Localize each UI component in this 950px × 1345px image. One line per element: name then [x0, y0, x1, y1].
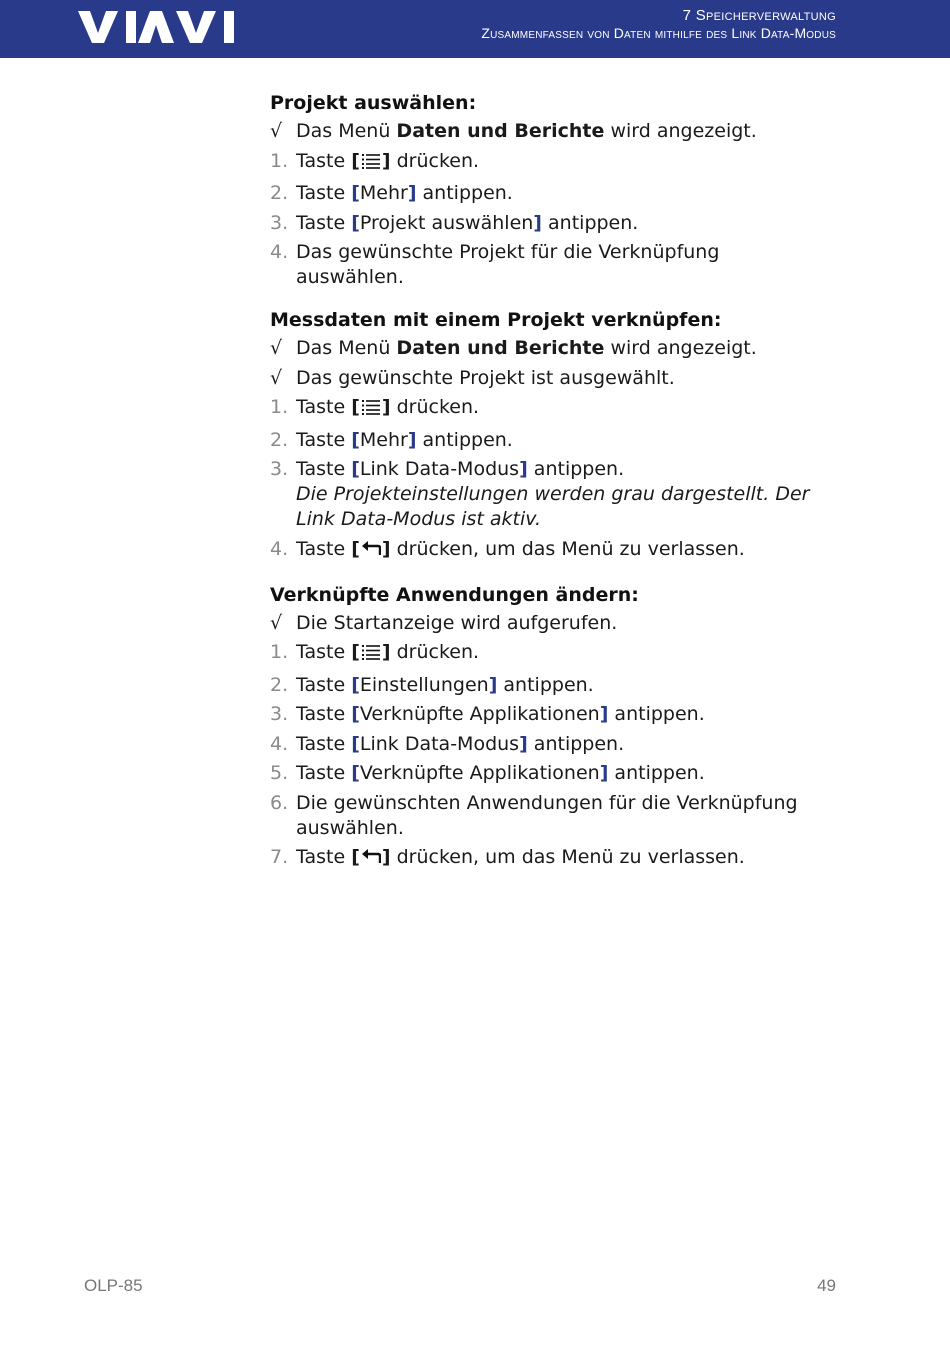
list-item: 3. Taste [Link Data-Modus] antippen. Die Projekteinstellungen werden grau dargestellt. Der Link Data-Modus ist aktiv. [270, 457, 830, 532]
back-arrow-icon [361, 848, 381, 873]
section-heading: Projekt auswählen: [270, 92, 477, 114]
list-item: 1. Taste [ ] drücken. [270, 395, 830, 423]
step-number: 4. [270, 537, 289, 560]
section-title: Zusammenfassen von Daten mithilfe des Link Data-Modus [481, 25, 836, 41]
list-item: 7. Taste [ ] drücken, um das Menü zu verlassen. [270, 845, 830, 873]
step-number: 4. [270, 732, 289, 755]
list-item: √ Das Menü Daten und Berichte wird angezeigt. [270, 120, 757, 142]
step-list [270, 336, 830, 565]
section-anwendungen-aendern [270, 581, 830, 874]
list-item: 1. Taste [ ] drücken. [270, 149, 830, 177]
softkey-label: Mehr [359, 428, 408, 451]
list-item: 2. Taste [Einstellungen] antippen. [270, 673, 594, 696]
menu-icon [361, 398, 381, 423]
step-list [270, 611, 830, 874]
step-number: 1. [270, 396, 289, 418]
check-mark: √ [270, 337, 283, 359]
list-item: √ Das Menü Daten und Berichte wird angezeigt. [270, 337, 757, 359]
list-item: 5. Taste [Verknüpfte Applikationen] antippen. [270, 762, 705, 784]
result-note: Die Projekteinstellungen werden grau dargestellt. Der Link Data-Modus ist aktiv. [296, 483, 810, 530]
section-messdaten-verknuepfen [270, 306, 830, 565]
softkey-label: Verknüpfte Applikationen [359, 762, 600, 784]
header-text [481, 7, 836, 42]
list-item: √ Die Startanzeige wird aufgerufen. [270, 611, 618, 634]
list-item: 1. Taste [ ] drücken. [270, 640, 830, 668]
page-number: 49 [817, 1276, 836, 1295]
step-number: 5. [270, 762, 289, 784]
list-item: 3. Taste [Verknüpfte Applikationen] antippen. [270, 703, 705, 725]
step-number: 2. [270, 428, 289, 451]
step-number: 1. [270, 149, 289, 172]
section-heading: Verknüpfte Anwendungen ändern: [270, 583, 639, 606]
step-number: 7. [270, 846, 289, 868]
step-list [270, 119, 830, 290]
list-item: 2. Taste [Mehr] antippen. [270, 428, 513, 451]
softkey-label: Projekt auswählen [359, 211, 534, 234]
step-number: 2. [270, 673, 289, 696]
list-item: 4. Taste [Link Data-Modus] antippen. [270, 732, 625, 755]
list-item: 2. Taste [Mehr] antippen. [270, 182, 513, 204]
list-item: 4. Taste [ ] drücken, um das Menü zu verlassen. [270, 537, 830, 565]
main-content [270, 89, 830, 889]
softkey-label: Einstellungen [359, 673, 489, 696]
back-arrow-icon [361, 540, 381, 565]
step-number: 6. [270, 791, 289, 814]
step-number: 4. [270, 241, 289, 263]
section-projekt-auswaehlen [270, 89, 830, 290]
check-mark: √ [270, 366, 283, 389]
menu-icon [361, 643, 381, 668]
list-item: 6. Die gewünschten Anwendungen für die Verknüpfung auswählen. [270, 791, 798, 839]
softkey-label: Link Data-Modus [359, 458, 520, 480]
softkey-label: Verknüpfte Applikationen [359, 703, 600, 725]
list-item: 3. Taste [Projekt auswählen] antippen. [270, 211, 639, 234]
footer-product: OLP-85 [84, 1276, 143, 1295]
step-number: 3. [270, 458, 289, 480]
page-header [0, 0, 950, 58]
list-item: √ Das gewünschte Projekt ist ausgewählt. [270, 366, 675, 389]
list-item: 4. Das gewünschte Projekt für die Verknüpfung auswählen. [270, 241, 720, 288]
chapter-title: 7 Speicherverwaltung [682, 7, 836, 24]
menu-icon [361, 152, 381, 177]
step-number: 2. [270, 182, 289, 204]
step-number: 3. [270, 703, 289, 725]
step-number: 3. [270, 211, 289, 234]
section-heading: Messdaten mit einem Projekt verknüpfen: [270, 309, 722, 331]
softkey-label: Mehr [359, 182, 408, 204]
check-mark: √ [270, 120, 283, 142]
check-mark: √ [270, 611, 283, 634]
softkey-label: Link Data-Modus [359, 732, 520, 755]
step-number: 1. [270, 641, 289, 663]
viavi-logo [78, 11, 236, 43]
